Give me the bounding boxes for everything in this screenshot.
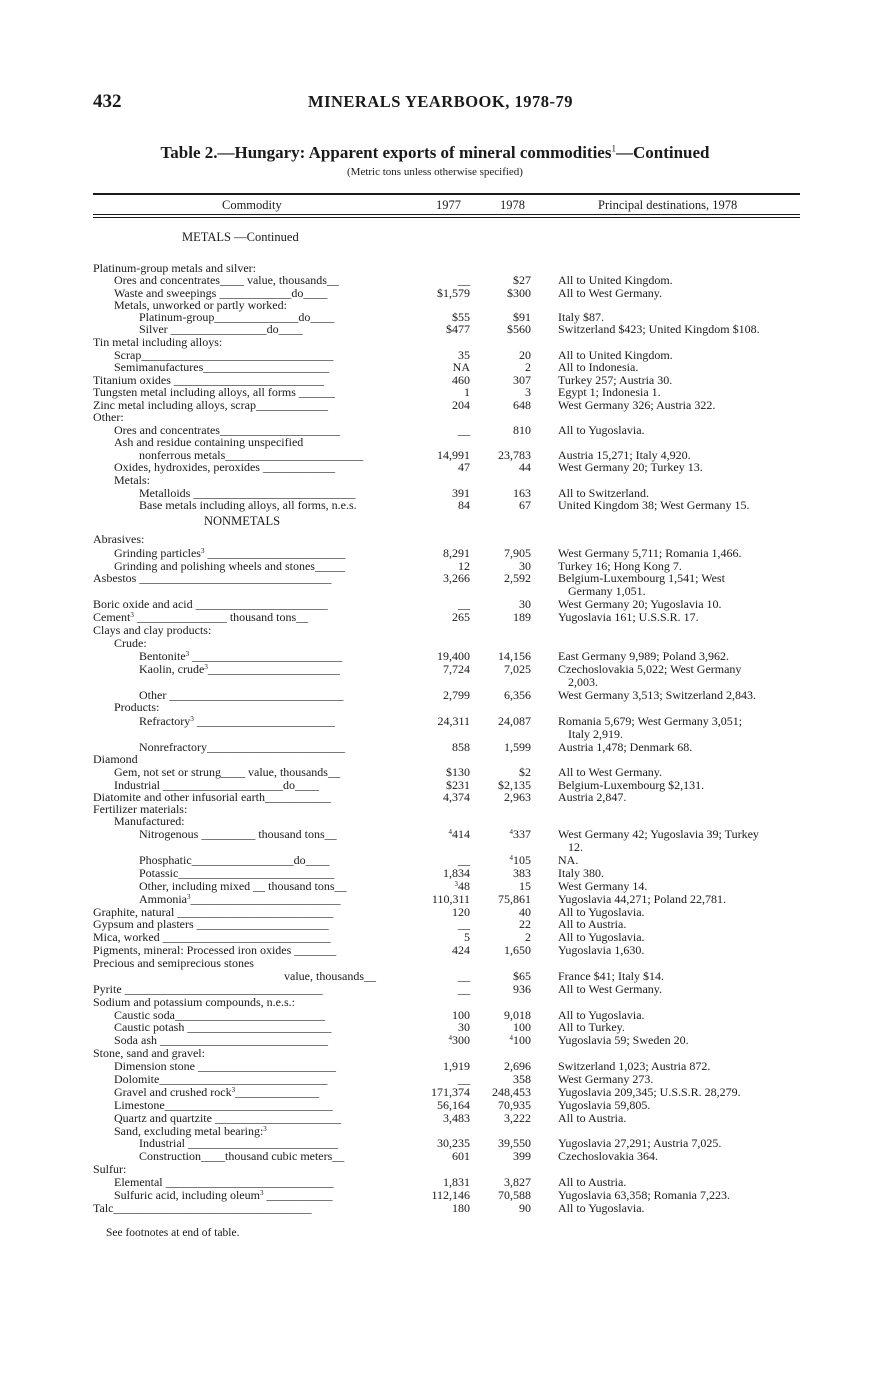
destinations-cell: All to Switzerland. bbox=[558, 486, 649, 500]
destinations-cell: NA. bbox=[558, 853, 579, 867]
value-1977-cell: __ bbox=[458, 853, 470, 867]
value-1978-cell: 189 bbox=[513, 610, 531, 624]
commodity-cell: Grinding particles$^3$ _______________________ bbox=[114, 546, 346, 560]
value-1977-cell: 14,991 bbox=[437, 448, 470, 462]
value-1978-cell: 100 bbox=[513, 1020, 531, 1034]
commodity-cell: METALS —Continued bbox=[182, 230, 299, 244]
destinations-cell: Austria 15,271; Italy 4,920. bbox=[558, 448, 691, 462]
value-1977-cell: 7,724 bbox=[443, 662, 470, 676]
destinations-cell: Yugoslavia 1,630. bbox=[558, 943, 645, 957]
value-1978-cell: 383 bbox=[513, 866, 531, 880]
table-row bbox=[0, 474, 870, 487]
value-1977-cell: $^3$48 bbox=[454, 879, 470, 893]
table-row bbox=[0, 572, 870, 585]
value-1977-cell: 3,483 bbox=[443, 1111, 470, 1125]
value-1978-cell: $^4$100 bbox=[509, 1033, 531, 1047]
commodity-cell: Gem, not set or strung____ value, thousands__ bbox=[114, 765, 340, 779]
table-row bbox=[0, 637, 870, 650]
value-1978-cell: 2 bbox=[525, 930, 531, 944]
destinations-cell: Austria 1,478; Denmark 68. bbox=[558, 740, 693, 754]
value-1977-cell: 1,831 bbox=[443, 1175, 470, 1189]
commodity-cell: Gravel and crushed rock$^3$______________ bbox=[114, 1085, 320, 1099]
destinations-cell: Yugoslavia 161; U.S.S.R. 17. bbox=[558, 610, 699, 624]
footnote-marker: 3 bbox=[454, 880, 458, 888]
destinations-cell: West Germany 3,513; Switzerland 2,843. bbox=[558, 688, 756, 702]
value-1977-cell: 2,799 bbox=[443, 688, 470, 702]
value-1977-cell: 5 bbox=[464, 930, 470, 944]
value-1978-cell: 7,905 bbox=[504, 546, 531, 560]
footnote-marker: 4 bbox=[448, 1034, 452, 1042]
value-1977-cell: __ bbox=[458, 423, 470, 437]
commodity-cell: Silver ________________do____ bbox=[139, 322, 303, 336]
value-1977-cell: 100 bbox=[452, 1008, 470, 1022]
value-1977-cell: 171,374 bbox=[431, 1085, 470, 1099]
table-row bbox=[0, 728, 870, 741]
destinations-cell: Germany 1,051. bbox=[568, 584, 646, 598]
destinations-cell: Italy $87. bbox=[558, 310, 604, 324]
destinations-cell: Yugoslavia 59; Sweden 20. bbox=[558, 1033, 689, 1047]
value-1977-cell: __ bbox=[458, 969, 470, 983]
table-row bbox=[0, 533, 870, 546]
table-row bbox=[0, 499, 870, 512]
value-1978-cell: 399 bbox=[513, 1149, 531, 1163]
value-1977-cell: 30,235 bbox=[437, 1136, 470, 1150]
commodity-cell: Mica, worked ____________________________ bbox=[93, 930, 331, 944]
running-head: MINERALS YEARBOOK, 1978-79 bbox=[308, 92, 573, 111]
value-1977-cell: 56,164 bbox=[437, 1098, 470, 1112]
value-1978-cell: 44 bbox=[519, 460, 531, 474]
commodity-cell: nonferrous metals_______________________ bbox=[139, 448, 364, 462]
commodity-cell: Titanium oxides _________________________ bbox=[93, 373, 324, 387]
page-number: 432 bbox=[93, 91, 122, 112]
footnote-reference: See footnotes at end of table. bbox=[106, 1227, 240, 1239]
value-1977-cell: 24,311 bbox=[437, 714, 470, 728]
value-1978-cell: $300 bbox=[507, 286, 531, 300]
value-1977-cell: $^4$414 bbox=[448, 827, 470, 841]
table-row bbox=[0, 701, 870, 714]
value-1977-cell: 858 bbox=[452, 740, 470, 754]
destinations-cell: Turkey 16; Hong Kong 7. bbox=[558, 559, 682, 573]
commodity-cell: Potassic__________________________ bbox=[139, 866, 335, 880]
commodity-cell: Bentonite$^3$ _________________________ bbox=[139, 649, 343, 663]
footnote-marker: 3 bbox=[185, 650, 190, 658]
commodity-cell: Industrial ____________________do____ bbox=[114, 778, 319, 792]
commodity-cell: Boric oxide and acid ______________________ bbox=[93, 597, 328, 611]
commodity-cell: Pyrite _________________________________ bbox=[93, 982, 323, 996]
commodity-cell: Nonrefractory_______________________ bbox=[139, 740, 345, 754]
value-1978-cell: 14,156 bbox=[498, 649, 531, 663]
footnote-marker: 3 bbox=[259, 1189, 264, 1197]
commodity-cell: Semimanufactures_____________________ bbox=[114, 360, 330, 374]
commodity-cell: Grinding and polishing wheels and stones_____ bbox=[114, 559, 345, 573]
value-1977-cell: __ bbox=[458, 597, 470, 611]
value-1977-cell: 601 bbox=[452, 1149, 470, 1163]
value-1977-cell: $^4$300 bbox=[448, 1033, 470, 1047]
destinations-cell: All to West Germany. bbox=[558, 286, 663, 300]
value-1977-cell: 35 bbox=[458, 348, 470, 362]
value-1978-cell: 75,861 bbox=[498, 892, 531, 906]
destinations-cell: United Kingdom 38; West Germany 15. bbox=[558, 498, 750, 512]
commodity-cell: Abrasives: bbox=[93, 532, 145, 546]
value-1978-cell: 3,827 bbox=[504, 1175, 531, 1189]
value-1978-cell: 23,783 bbox=[498, 448, 531, 462]
value-1978-cell: $2,135 bbox=[498, 778, 531, 792]
commodity-cell: Platinum-group metals and silver: bbox=[93, 261, 256, 275]
commodity-cell: value, thousands__ bbox=[284, 969, 376, 983]
destinations-cell: All to Yugoslavia. bbox=[558, 423, 645, 437]
destinations-cell: All to Austria. bbox=[558, 917, 627, 931]
value-1978-cell: 358 bbox=[513, 1072, 531, 1086]
value-1977-cell: 1 bbox=[464, 385, 470, 399]
value-1978-cell: 936 bbox=[513, 982, 531, 996]
value-1978-cell: 6,356 bbox=[504, 688, 531, 702]
footnote-marker: 4 bbox=[509, 1034, 513, 1042]
footnote-marker: 3 bbox=[263, 1125, 267, 1133]
commodity-cell: Products: bbox=[114, 700, 160, 714]
destinations-cell: Yugoslavia 209,345; U.S.S.R. 28,279. bbox=[558, 1085, 741, 1099]
commodity-cell: Asbestos ________________________________ bbox=[93, 571, 332, 585]
destinations-cell: Yugoslavia 44,271; Poland 22,781. bbox=[558, 892, 726, 906]
section-heading bbox=[0, 231, 870, 244]
table-subtitle: (Metric tons unless otherwise specified) bbox=[347, 166, 523, 178]
destinations-cell: All to West Germany. bbox=[558, 765, 663, 779]
destinations-cell: Egypt 1; Indonesia 1. bbox=[558, 385, 661, 399]
value-1978-cell: 9,018 bbox=[504, 1008, 531, 1022]
value-1977-cell: 84 bbox=[458, 498, 470, 512]
commodity-cell: Diatomite and other infusorial earth___________ bbox=[93, 790, 331, 804]
table-row bbox=[0, 957, 870, 970]
destinations-cell: West Germany 14. bbox=[558, 879, 648, 893]
commodity-cell: Metalloids ___________________________ bbox=[139, 486, 356, 500]
value-1978-cell: 40 bbox=[519, 905, 531, 919]
commodity-cell: Ores and concentrates____________________ bbox=[114, 423, 340, 437]
commodity-cell: Kaolin, crude$^3$______________________ bbox=[139, 662, 340, 676]
table-row bbox=[0, 1150, 870, 1163]
destinations-cell: West Germany 42; Yugoslavia 39; Turkey bbox=[558, 827, 759, 841]
commodity-cell: Elemental ____________________________ bbox=[114, 1175, 334, 1189]
destinations-cell: Yugoslavia 27,291; Austria 7,025. bbox=[558, 1136, 722, 1150]
commodity-cell: Sulfuric acid, including oleum$^3$ ___________ bbox=[114, 1188, 333, 1202]
commodity-cell: Manufactured: bbox=[114, 814, 185, 828]
commodity-cell: Dimension stone _______________________ bbox=[114, 1059, 336, 1073]
value-1977-cell: __ bbox=[458, 982, 470, 996]
destinations-cell: Romania 5,679; West Germany 3,051; bbox=[558, 714, 743, 728]
section-heading bbox=[0, 515, 870, 528]
value-1977-cell: 8,291 bbox=[443, 546, 470, 560]
footnote-marker: 4 bbox=[509, 828, 513, 836]
destinations-cell: Czechoslovakia 364. bbox=[558, 1149, 658, 1163]
table-row bbox=[0, 854, 870, 867]
value-1978-cell: 15 bbox=[519, 879, 531, 893]
value-1978-cell: 90 bbox=[519, 1201, 531, 1215]
destinations-cell: West Germany 326; Austria 322. bbox=[558, 398, 716, 412]
table-row bbox=[0, 436, 870, 449]
value-1978-cell: 163 bbox=[513, 486, 531, 500]
table-row bbox=[0, 1137, 870, 1150]
value-1977-cell: $231 bbox=[446, 778, 470, 792]
commodity-cell: Other _____________________________ bbox=[139, 688, 344, 702]
commodity-cell: Sodium and potassium compounds, n.e.s.: bbox=[93, 995, 295, 1009]
value-1978-cell: 648 bbox=[513, 398, 531, 412]
destinations-cell: 2,003. bbox=[568, 675, 598, 689]
commodity-cell: Fertilizer materials: bbox=[93, 802, 188, 816]
value-1978-cell: 2 bbox=[525, 360, 531, 374]
value-1978-cell: $^4$337 bbox=[509, 827, 531, 841]
destinations-cell: Belgium-Luxembourg 1,541; West bbox=[558, 571, 725, 585]
commodity-cell: Sulfur: bbox=[93, 1162, 127, 1176]
destinations-cell: Turkey 257; Austria 30. bbox=[558, 373, 673, 387]
commodity-cell: Tungsten metal including alloys, all forms ______ bbox=[93, 385, 335, 399]
value-1978-cell: 30 bbox=[519, 597, 531, 611]
footnote-marker: 4 bbox=[509, 854, 513, 862]
value-1977-cell: $55 bbox=[452, 310, 470, 324]
value-1977-cell: NA bbox=[452, 360, 470, 374]
value-1978-cell: 20 bbox=[519, 348, 531, 362]
commodity-cell: Ores and concentrates____ value, thousands__ bbox=[114, 273, 339, 287]
value-1978-cell: 2,963 bbox=[504, 790, 531, 804]
value-1978-cell: 1,650 bbox=[504, 943, 531, 957]
value-1977-cell: 19,400 bbox=[437, 649, 470, 663]
column-header-commodity: Commodity bbox=[222, 198, 282, 212]
value-1977-cell: 12 bbox=[458, 559, 470, 573]
destinations-cell: Italy 380. bbox=[558, 866, 604, 880]
destinations-cell: France $41; Italy $14. bbox=[558, 969, 664, 983]
commodity-cell: Caustic potash ________________________ bbox=[114, 1020, 332, 1034]
commodity-cell: Industrial _________________________ bbox=[139, 1136, 338, 1150]
destinations-cell: All to Yugoslavia. bbox=[558, 905, 645, 919]
destinations-cell: All to West Germany. bbox=[558, 982, 663, 996]
value-1978-cell: 7,025 bbox=[504, 662, 531, 676]
table-title-suffix: —Continued bbox=[615, 143, 710, 162]
footnote-marker: 3 bbox=[200, 547, 205, 555]
destinations-cell: Belgium-Luxembourg $2,131. bbox=[558, 778, 705, 792]
destinations-cell: All to Turkey. bbox=[558, 1020, 625, 1034]
destinations-cell: West Germany 5,711; Romania 1,466. bbox=[558, 546, 742, 560]
commodity-cell: Talc_________________________________ bbox=[93, 1201, 312, 1215]
value-1978-cell: 39,550 bbox=[498, 1136, 531, 1150]
destinations-cell: West Germany 273. bbox=[558, 1072, 654, 1086]
value-1978-cell: $91 bbox=[513, 310, 531, 324]
value-1978-cell: 67 bbox=[519, 498, 531, 512]
value-1977-cell: 112,146 bbox=[431, 1188, 470, 1202]
destinations-cell: All to Austria. bbox=[558, 1175, 627, 1189]
value-1978-cell: $65 bbox=[513, 969, 531, 983]
value-1977-cell: __ bbox=[458, 273, 470, 287]
destinations-cell: All to United Kingdom. bbox=[558, 273, 673, 287]
commodity-cell: Caustic soda_________________________ bbox=[114, 1008, 325, 1022]
destinations-cell: All to Yugoslavia. bbox=[558, 1008, 645, 1022]
commodity-cell: Crude: bbox=[114, 636, 147, 650]
value-1978-cell: $^4$105 bbox=[509, 853, 531, 867]
value-1978-cell: 810 bbox=[513, 423, 531, 437]
commodity-cell: Ash and residue containing unspecified bbox=[114, 435, 304, 449]
commodity-cell: Other: bbox=[93, 410, 124, 424]
table-row bbox=[0, 598, 870, 611]
commodity-cell: Nitrogenous _________ thousand tons__ bbox=[139, 827, 337, 841]
commodity-cell: Scrap________________________________ bbox=[114, 348, 334, 362]
value-1977-cell: 204 bbox=[452, 398, 470, 412]
commodity-cell: Limestone____________________________ bbox=[114, 1098, 333, 1112]
value-1977-cell: 3,266 bbox=[443, 571, 470, 585]
column-header-1978: 1978 bbox=[500, 198, 525, 212]
table-row bbox=[0, 663, 870, 676]
commodity-cell: Oxides, hydroxides, peroxides ____________ bbox=[114, 460, 335, 474]
commodity-cell: Precious and semiprecious stones bbox=[93, 956, 254, 970]
value-1977-cell: 265 bbox=[452, 610, 470, 624]
destinations-cell: 12. bbox=[568, 840, 583, 854]
commodity-cell: Tin metal including alloys: bbox=[93, 335, 223, 349]
commodity-cell: NONMETALS bbox=[204, 514, 281, 528]
destinations-cell: Austria 2,847. bbox=[558, 790, 627, 804]
value-1977-cell: $130 bbox=[446, 765, 470, 779]
commodity-cell: Sand, excluding metal bearing:$^3$ bbox=[114, 1124, 267, 1138]
value-1977-cell: 1,919 bbox=[443, 1059, 470, 1073]
value-1977-cell: 1,834 bbox=[443, 866, 470, 880]
destinations-cell: Yugoslavia 59,805. bbox=[558, 1098, 651, 1112]
value-1978-cell: 24,087 bbox=[498, 714, 531, 728]
destinations-cell: All to Yugoslavia. bbox=[558, 1201, 645, 1215]
commodity-cell: Phosphatic_________________do____ bbox=[139, 853, 330, 867]
destinations-cell: All to United Kingdom. bbox=[558, 348, 673, 362]
value-1977-cell: 110,311 bbox=[431, 892, 470, 906]
value-1977-cell: 460 bbox=[452, 373, 470, 387]
commodity-cell: Metals, unworked or partly worked: bbox=[114, 298, 287, 312]
value-1978-cell: 248,453 bbox=[492, 1085, 531, 1099]
value-1977-cell: 47 bbox=[458, 460, 470, 474]
destinations-cell: East Germany 9,989; Poland 3,962. bbox=[558, 649, 729, 663]
value-1977-cell: __ bbox=[458, 1072, 470, 1086]
table-row bbox=[0, 867, 870, 880]
value-1978-cell: $2 bbox=[519, 765, 531, 779]
value-1977-cell: 120 bbox=[452, 905, 470, 919]
commodity-cell: Cement$^3$ _______________ thousand tons__ bbox=[93, 610, 309, 624]
value-1978-cell: 2,592 bbox=[504, 571, 531, 585]
commodity-cell: Soda ash ____________________________ bbox=[114, 1033, 328, 1047]
value-1978-cell: 2,696 bbox=[504, 1059, 531, 1073]
commodity-cell: Quartz and quartzite _____________________ bbox=[114, 1111, 341, 1125]
column-header-1977: 1977 bbox=[436, 198, 461, 212]
value-1977-cell: __ bbox=[458, 917, 470, 931]
footnote-marker: 4 bbox=[448, 828, 452, 836]
commodity-cell: Gypsum and plasters ______________________ bbox=[93, 917, 329, 931]
value-1978-cell: 3,222 bbox=[504, 1111, 531, 1125]
commodity-cell: Construction____thousand cubic meters__ bbox=[139, 1149, 345, 1163]
value-1978-cell: 70,588 bbox=[498, 1188, 531, 1202]
value-1978-cell: 1,599 bbox=[504, 740, 531, 754]
column-header-destinations: Principal destinations, 1978 bbox=[598, 198, 738, 212]
commodity-cell: Pigments, mineral: Processed iron oxides _______ bbox=[93, 943, 337, 957]
destinations-cell: Switzerland $423; United Kingdom $108. bbox=[558, 322, 760, 336]
table-row bbox=[0, 1202, 870, 1215]
destinations-cell: West Germany 20; Yugoslavia 10. bbox=[558, 597, 722, 611]
destinations-cell: All to Indonesia. bbox=[558, 360, 639, 374]
destinations-cell: West Germany 20; Turkey 13. bbox=[558, 460, 703, 474]
value-1977-cell: 391 bbox=[452, 486, 470, 500]
value-1977-cell: $1,579 bbox=[437, 286, 470, 300]
commodity-cell: Metals: bbox=[114, 473, 150, 487]
commodity-cell: Diamond bbox=[93, 752, 138, 766]
commodity-cell: Graphite, natural __________________________ bbox=[93, 905, 334, 919]
commodity-cell: Ammonia$^3$_________________________ bbox=[139, 892, 341, 906]
table-title-text: Table 2.—Hungary: Apparent exports of mineral commodities bbox=[160, 143, 612, 162]
destinations-cell: Yugoslavia 63,358; Romania 7,223. bbox=[558, 1188, 730, 1202]
value-1978-cell: 70,935 bbox=[498, 1098, 531, 1112]
value-1977-cell: 30 bbox=[458, 1020, 470, 1034]
value-1978-cell: 30 bbox=[519, 559, 531, 573]
value-1977-cell: 424 bbox=[452, 943, 470, 957]
destinations-cell: Switzerland 1,023; Austria 872. bbox=[558, 1059, 711, 1073]
value-1978-cell: 3 bbox=[525, 385, 531, 399]
table-row bbox=[0, 841, 870, 854]
value-1978-cell: $27 bbox=[513, 273, 531, 287]
destinations-cell: All to Austria. bbox=[558, 1111, 627, 1125]
table-row bbox=[0, 828, 870, 841]
footnote-marker: 3 bbox=[204, 663, 208, 671]
commodity-cell: Platinum-group______________do____ bbox=[139, 310, 335, 324]
commodity-cell: Dolomite____________________________ bbox=[114, 1072, 328, 1086]
table-row bbox=[0, 715, 870, 728]
destinations-cell: Italy 2,919. bbox=[568, 727, 623, 741]
value-1977-cell: 180 bbox=[452, 1201, 470, 1215]
value-1978-cell: 22 bbox=[519, 917, 531, 931]
commodity-cell: Refractory$^3$ _______________________ bbox=[139, 714, 335, 728]
commodity-cell: Waste and sweepings ____________do____ bbox=[114, 286, 328, 300]
commodity-cell: Base metals including alloys, all forms, n.e.s. bbox=[139, 498, 357, 512]
value-1978-cell: $560 bbox=[507, 322, 531, 336]
commodity-cell: Stone, sand and gravel: bbox=[93, 1046, 205, 1060]
value-1977-cell: 4,374 bbox=[443, 790, 470, 804]
destinations-cell: Czechoslovakia 5,022; West Germany bbox=[558, 662, 742, 676]
commodity-cell: Other, including mixed __ thousand tons__ bbox=[139, 879, 347, 893]
footnote-marker: 3 bbox=[231, 1086, 236, 1094]
commodity-cell: Zinc metal including alloys, scrap____________ bbox=[93, 398, 328, 412]
footnote-marker: 3 bbox=[187, 893, 191, 901]
commodity-cell: Clays and clay products: bbox=[93, 623, 212, 637]
footnote-marker: 3 bbox=[130, 611, 134, 619]
destinations-cell: All to Yugoslavia. bbox=[558, 930, 645, 944]
value-1978-cell: 307 bbox=[513, 373, 531, 387]
table-title-footnote: 1 bbox=[611, 143, 616, 154]
value-1977-cell: $477 bbox=[446, 322, 470, 336]
footnote-marker: 3 bbox=[190, 715, 194, 723]
